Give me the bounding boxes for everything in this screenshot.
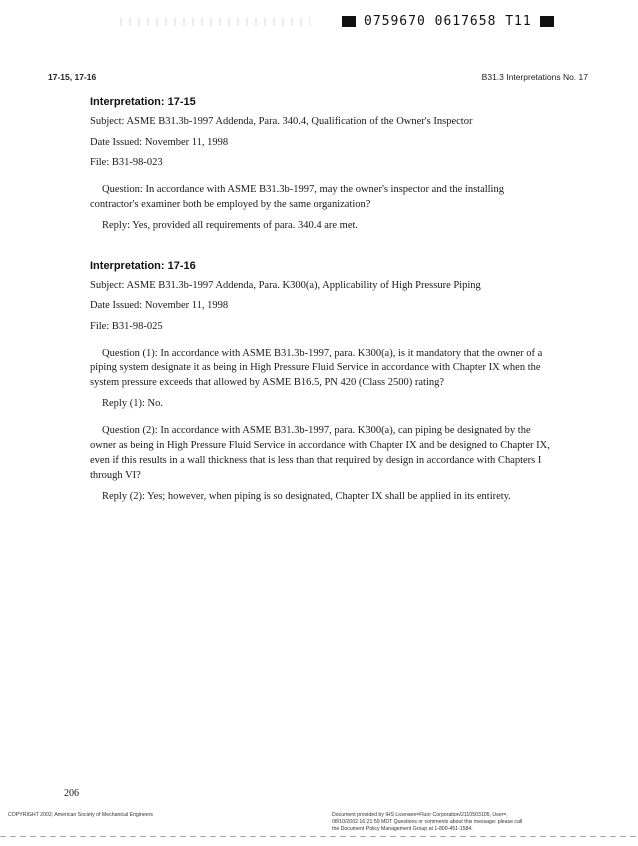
scan-barcode xyxy=(342,14,554,29)
question-paragraph: Question: In accordance with ASME B31.3b-1997, may the owner's inspector and the installing contractor's examiner both be employed by the same organization? xyxy=(90,183,504,210)
scan-artifact xyxy=(120,18,310,26)
interpretation-file: File: B31-98-025 xyxy=(90,320,163,332)
main-content xyxy=(90,96,550,511)
interpretation-date: Date Issued: November 11, 1998 xyxy=(90,136,229,148)
footer-provider-line: the Document Policy Management Group at 1-800-451-1584. xyxy=(332,825,473,832)
header-publication-title: B31.3 Interpretations No. 17 xyxy=(481,72,588,82)
page-number: 206 xyxy=(64,788,79,799)
interpretation-17-15 xyxy=(90,96,550,234)
question-2-paragraph: Question (2): In accordance with ASME B31.3b-1997, para. K300(a), can piping be designated by the owner as being in High Pressure Fluid Service in accordance with Chapter IX and be designed to Chapter IX, even if this results in a wall thickness that is less than that required by design in accordance with Chapters I through VI? xyxy=(90,425,550,481)
barcode-block-right xyxy=(540,16,554,27)
interpretation-date: Date Issued: November 11, 1998 xyxy=(90,300,229,312)
reply-2-paragraph: Reply (2): Yes; however, when piping is so designated, Chapter IX shall be applied in its entirety. xyxy=(102,490,511,502)
interpretation-17-16 xyxy=(90,260,550,505)
footer-provider-notice xyxy=(332,812,572,832)
interpretation-heading: Interpretation: 17-16 xyxy=(90,259,196,272)
reply-paragraph: Reply: Yes, provided all requirements of para. 340.4 are met. xyxy=(102,219,359,231)
bottom-scan-rule xyxy=(0,836,638,837)
interpretation-file: File: B31-98-023 xyxy=(90,157,163,169)
question-1-paragraph: Question (1): In accordance with ASME B31.3b-1997, para. K300(a), is it mandatory that the owner of a piping system designate it as being in High Pressure Fluid Service in accordance with Chapter IX when the system pressure exceeds that allowed by ASME B16.5, PN 420 (Class 2500) rating? xyxy=(90,347,543,389)
barcode-block-left xyxy=(342,16,356,27)
interpretation-heading: Interpretation: 17-15 xyxy=(90,96,196,108)
barcode-text: 0759670 0617658 T11 xyxy=(364,14,532,29)
footer-provider-line: Document provided by IHS Licensee=Fluor Corporation/2110503105, User=, xyxy=(332,812,508,818)
footer-copyright: COPYRIGHT 2002; American Society of Mechanical Engineers xyxy=(8,812,153,818)
header-interpretation-range: 17-15, 17-16 xyxy=(48,72,97,82)
running-header xyxy=(48,72,588,82)
footer-provider-line: 08/10/2002 16:21:59 MDT Questions or comments about this message: please call xyxy=(332,818,523,825)
interpretation-subject: Subject: ASME B31.3b-1997 Addenda, Para. 340.4, Qualification of the Owner's Inspector xyxy=(90,116,473,127)
interpretation-subject: Subject: ASME B31.3b-1997 Addenda, Para. K300(a), Applicability of High Pressure Piping xyxy=(90,279,481,291)
reply-1-paragraph: Reply (1): No. xyxy=(102,398,163,410)
